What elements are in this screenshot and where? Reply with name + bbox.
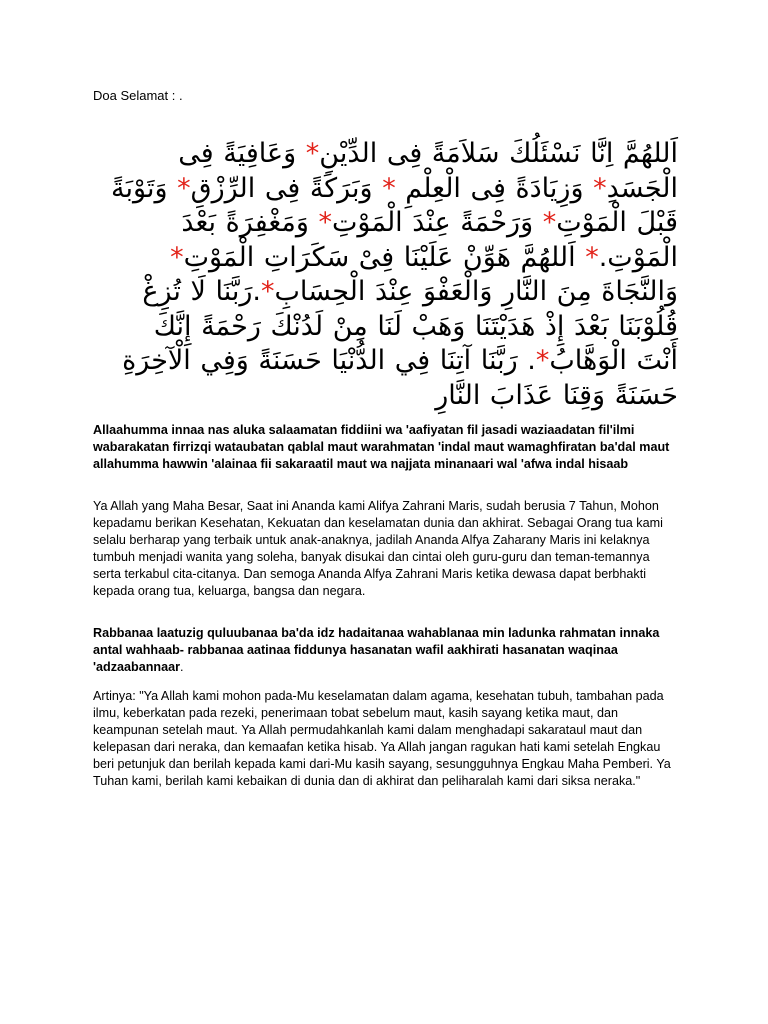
arabic-segment: .رَبَّنَا لَا تُزِغْ xyxy=(142,276,261,307)
separator-asterisk: * xyxy=(177,172,191,204)
arabic-segment: . رَبَّنَا آتِنَا فِي الدُّنْيَا حَسَنَةً وَفِي الْآخِرَةِ xyxy=(122,345,536,376)
arabic-line xyxy=(93,344,678,379)
arabic-line xyxy=(93,206,678,241)
arabic-segment: قَبْلَ الْمَوْتِ xyxy=(556,207,678,238)
transliteration-2-text: Rabbanaa laatuzig quluubanaa ba'da idz hadaitanaa wahablanaa min ladunka rahmatan innaka antal wahhaab- rabbanaa aatinaa fiddunya hasanatan wafil aakhirati hasanatan waqinaa 'adzaabannaar xyxy=(93,626,660,674)
arabic-segment: وَزِيَادَةً فِى الْعِلْمِ xyxy=(395,172,594,204)
arabic-segment: الْمَوْتِ. xyxy=(598,241,678,273)
meaning-paragraph: Ya Allah yang Maha Besar, Saat ini Ananda kami Alifya Zahrani Maris, sudah berusia 7 Tahun, Mohon kepadamu berikan Kesehatan, Kekuatan dan keselamatan dunia dan akhirat. Sebagai Orang tua kami selalu berharap yang terbaik untuk anak-anaknya, jadilah Ananda Alfya Zaharany Maris ini kelaknya tumbuh menjadi wanita yang soleha, banyak disukai dan cintai oleh guru-guru dan teman-temannya serta terkabul cita-citanya. Dan semoga Ananda Alfya Zahrani Maris ketika dewasa dapat berbhakti kepada orang tua, keluarga, bangsa dan negara. xyxy=(93,499,663,598)
transliteration-paragraph-1: Allaahumma innaa nas aluka salaamatan fiddiini wa 'aafiyatan fil jasadi waziaadatan fil'ilmi wabarakatan firrizqi wataubatan qablal maut warahmatan 'indal maut wamaghfiratan ba'dal maut allahumma hawwin 'alainaa fii sakaraatil maut wa najjata minanaari wal 'afwa indal hisaab xyxy=(93,423,670,471)
arabic-line xyxy=(93,275,678,310)
separator-asterisk: * xyxy=(593,172,607,204)
arabic-line xyxy=(93,241,678,276)
arabic-segment: وَالنَّجَاةَ مِنَ النَّارِ وَالْعَفْوَ عِنْدَ الْحِسَابِ xyxy=(274,276,678,307)
transliteration-paragraph-2 xyxy=(93,625,678,676)
arabic-segment: وَرَحْمَةً عِنْدَ الْمَوْتِ xyxy=(331,207,543,238)
arabic-segment: اَللهُمَّ اِنَّا نَسْئَلُكَ سَلاَمَةً فِى الدِّيْنِ xyxy=(319,138,678,169)
arabic-line xyxy=(93,137,678,172)
arabic-segment: حَسَنَةً وَقِنَا عَذَابَ النَّارِ xyxy=(435,379,678,411)
arabic-segment: اَللهُمَّ هَوِّنْ عَلَيْنَا فِىْ سَكَرَاتِ الْمَوْتِ xyxy=(183,241,586,273)
transliteration-2-end: . xyxy=(180,660,184,674)
arabic-segment: وَتَوْبَةً xyxy=(111,172,178,204)
arabic-prayer-text xyxy=(93,137,678,413)
arabic-segment: الْجَسَدِ xyxy=(606,172,678,204)
separator-asterisk: * xyxy=(170,241,184,273)
doc-heading: Doa Selamat : . xyxy=(93,88,183,103)
arabic-segment: وَبَرَكَةً فِى الرِّزْقِ xyxy=(190,172,383,204)
separator-asterisk: * xyxy=(382,172,396,204)
separator-asterisk: * xyxy=(318,207,332,238)
arabic-segment: قُلُوْبَنَا بَعْدَ إِذْ هَدَيْتَنَا وَهَبْ لَنَا مِنْ لَدُنْكَ رَحْمَةً إِنَّكَ xyxy=(153,310,678,342)
arabic-segment: أَنْتَ الْوَهَّابُ xyxy=(549,345,678,376)
separator-asterisk: * xyxy=(305,138,320,169)
separator-asterisk: * xyxy=(542,207,557,238)
separator-asterisk: * xyxy=(535,345,550,376)
arabic-segment: وَعَافِيَةً فِى xyxy=(178,138,306,169)
arabic-line xyxy=(93,379,678,414)
arabic-segment: وَمَغْفِرَةً بَعْدَ xyxy=(181,207,319,238)
artinya-paragraph: Artinya: "Ya Allah kami mohon pada-Mu keselamatan dalam agama, kesehatan tubuh, tambahan pada ilmu, keberkatan pada rezeki, penerimaan tobat sebelum maut, kasih sayang ketika maut, dan keampunan setelah maut. Ya Allah permudahkanlah kami dalam menghadapi sakarataul maut dan kelepasan dari neraka, dan kemaafan ketika hisab. Ya Allah jangan ragukan hati kami setelah Engkau beri petunjuk dan berilah kepada kami dari-Mu kasih sayang, sesungguhnya Engkau Maha Pemberi. Ya Tuhan kami, berilah kami kebaikan di dunia dan di akhirat dan peliharalah kami dari siksa neraka." xyxy=(93,689,671,788)
separator-asterisk: * xyxy=(585,241,599,273)
arabic-line xyxy=(93,310,678,345)
separator-asterisk: * xyxy=(260,276,275,307)
arabic-line xyxy=(93,172,678,207)
